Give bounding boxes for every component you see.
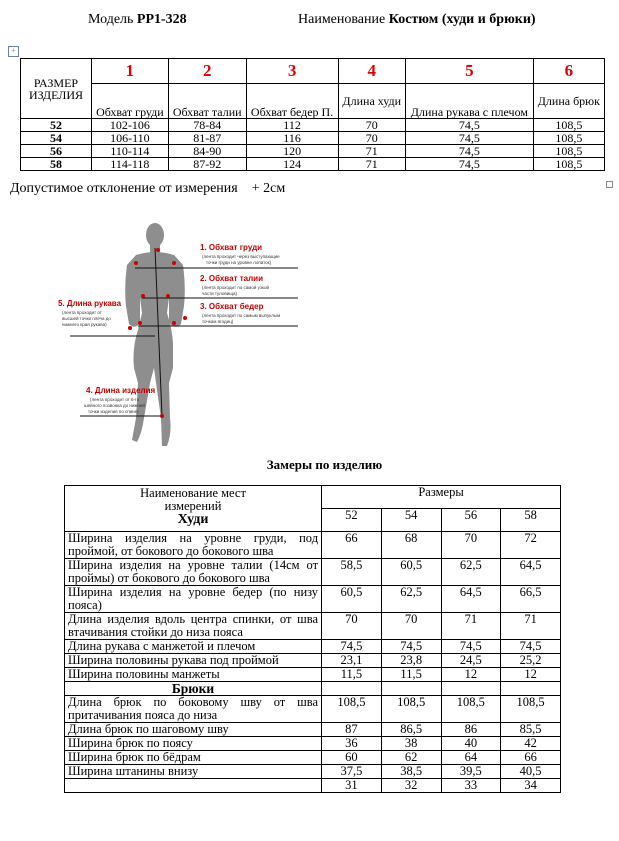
value-cell: 71 (338, 158, 406, 171)
label-chest: 1. Обхват груди (200, 243, 263, 252)
col-label-6: Длина брюк (533, 84, 604, 119)
size-col-header: 58 (501, 509, 561, 532)
measure-value: 70 (322, 613, 382, 640)
size-cell: 54 (21, 132, 92, 145)
measure-value: 86,5 (381, 723, 441, 737)
size-cell: 52 (21, 119, 92, 132)
measure-value: 70 (441, 532, 501, 559)
value-cell: 81-87 (168, 132, 246, 145)
svg-text:точки изделия по спине): точки изделия по спине) (88, 409, 139, 414)
measure-value: 58,5 (322, 559, 382, 586)
measure-value: 62 (381, 751, 441, 765)
measure-row (65, 668, 561, 682)
measure-value: 11,5 (322, 668, 382, 682)
measure-name: Ширина брюк по бёдрам (65, 751, 322, 765)
measure-row (65, 586, 561, 613)
value-cell: 70 (338, 132, 406, 145)
measures-title: Замеры по изделию (266, 457, 383, 472)
measure-name: Ширина штанины внизу (65, 765, 322, 779)
table-resize-handle[interactable] (606, 181, 613, 188)
svg-text:(лента проходит через выступаю: (лента проходит через выступающие (202, 254, 280, 259)
value-cell: 110-114 (92, 145, 169, 158)
measure-value: 71 (441, 613, 501, 640)
pants-header: Брюки (65, 682, 322, 696)
footer-value: 33 (441, 779, 501, 793)
measure-value: 42 (501, 737, 561, 751)
model-code: PP1-328 (136, 12, 187, 27)
svg-text:нижнего края рукава): нижнего края рукава) (62, 322, 107, 327)
measure-value: 12 (501, 668, 561, 682)
measure-name: Ширина половины манжеты (65, 668, 322, 682)
measure-value: 85,5 (501, 723, 561, 737)
svg-text:(лента проходит по самым выпук: (лента проходит по самым выпуклым (202, 313, 281, 318)
size-table (20, 58, 605, 171)
measure-value: 25,2 (501, 654, 561, 668)
size-row (21, 145, 605, 158)
measure-row (65, 640, 561, 654)
label-sleeve: 5. Длина рукава (58, 299, 122, 308)
table-move-handle-icon[interactable]: + (8, 46, 19, 57)
measure-value: 71 (501, 613, 561, 640)
value-cell: 74,5 (406, 132, 534, 145)
svg-text:(лента проходит от: (лента проходит от (62, 310, 102, 315)
measure-row (65, 723, 561, 737)
name-header: Наименование мест измерений Худи (65, 486, 322, 532)
value-cell: 71 (338, 145, 406, 158)
col-num-3: 3 (246, 59, 338, 84)
measure-value: 23,8 (381, 654, 441, 668)
measure-row (65, 737, 561, 751)
value-cell: 78-84 (168, 119, 246, 132)
measure-value: 64 (441, 751, 501, 765)
value-cell: 116 (246, 132, 338, 145)
measure-name: Длина брюк по шаговому шву (65, 723, 322, 737)
value-cell: 74,5 (406, 119, 534, 132)
tolerance-note: Допустимое отклонение от измерения + 2см (10, 181, 286, 196)
measure-value: 86 (441, 723, 501, 737)
measure-value: 23,1 (322, 654, 382, 668)
svg-text:части туловища): части туловища) (202, 291, 237, 296)
col-num-2: 2 (168, 59, 246, 84)
measure-value: 60,5 (322, 586, 382, 613)
footer-value: 34 (501, 779, 561, 793)
measure-value: 36 (322, 737, 382, 751)
size-col-header: 54 (381, 509, 441, 532)
label-length: 4. Длина изделия (86, 386, 156, 395)
measure-row (65, 613, 561, 640)
measure-value: 68 (381, 532, 441, 559)
measure-value: 74,5 (441, 640, 501, 654)
measure-value: 72 (501, 532, 561, 559)
value-cell: 108,5 (533, 145, 604, 158)
size-row (21, 132, 605, 145)
col-num-1: 1 (92, 59, 169, 84)
measure-value: 108,5 (381, 696, 441, 723)
product-name: Костюм (худи и брюки) (388, 12, 536, 27)
product-name-heading: Наименование Костюм (худи и брюки) (298, 12, 536, 27)
model-heading: Модель PP1-328 (88, 12, 187, 27)
label-hips: 3. Обхват бедер (200, 302, 264, 311)
label-waist: 2. Обхват талии (200, 274, 263, 283)
value-cell: 70 (338, 119, 406, 132)
footer-value: 31 (322, 779, 382, 793)
col-num-4: 4 (338, 59, 406, 84)
value-cell: 87-92 (168, 158, 246, 171)
svg-text:точки груди на уровне лопаток): точки груди на уровне лопаток) (206, 260, 272, 265)
size-header: РАЗМЕР ИЗДЕЛИЯ (21, 59, 92, 119)
col-label-3: Обхват бедер П. (246, 84, 338, 119)
measure-value: 24,5 (441, 654, 501, 668)
measure-name: Ширина изделия на уровне талии (14см от проймы) от бокового до бокового шва (65, 559, 322, 586)
measure-row (65, 765, 561, 779)
svg-text:(лента проходит по самой узкой: (лента проходит по самой узкой (202, 285, 269, 290)
measure-value: 62,5 (381, 586, 441, 613)
tolerance-value: + 2см (251, 181, 286, 196)
size-row (21, 158, 605, 171)
measure-value: 74,5 (322, 640, 382, 654)
measure-value: 74,5 (381, 640, 441, 654)
value-cell: 84-90 (168, 145, 246, 158)
size-cell: 56 (21, 145, 92, 158)
value-cell: 74,5 (406, 158, 534, 171)
measure-value: 12 (441, 668, 501, 682)
footer-value: 32 (381, 779, 441, 793)
col-num-5: 5 (406, 59, 534, 84)
value-cell: 108,5 (533, 119, 604, 132)
measure-row (65, 559, 561, 586)
measure-name: Ширина брюк по поясу (65, 737, 322, 751)
measure-name: Длина изделия вдоль центра спинки, от шва втачивания стойки до низа пояса (65, 613, 322, 640)
measure-value: 74,5 (501, 640, 561, 654)
col-label-4: Длина худи (338, 84, 406, 119)
svg-text:(лента проходит от 6-го: (лента проходит от 6-го (90, 397, 140, 402)
size-col-header: 52 (322, 509, 382, 532)
measure-row (65, 654, 561, 668)
measure-value: 108,5 (441, 696, 501, 723)
col-label-2: Обхват талии (168, 84, 246, 119)
value-cell: 112 (246, 119, 338, 132)
svg-text:высшей точки плеча до: высшей точки плеча до (62, 316, 111, 321)
measure-value: 60 (322, 751, 382, 765)
value-cell: 108,5 (533, 132, 604, 145)
measure-name: Ширина изделия на уровне бедер (по низу пояса) (65, 586, 322, 613)
col-label-5: Длина рукава с плечом (406, 84, 534, 119)
measure-name: Ширина половины рукава под проймой (65, 654, 322, 668)
measure-row (65, 751, 561, 765)
measure-value: 38,5 (381, 765, 441, 779)
value-cell: 124 (246, 158, 338, 171)
measure-value: 108,5 (322, 696, 382, 723)
measure-name: Ширина изделия на уровне груди, под проймой, от бокового до бокового шва (65, 532, 322, 559)
measure-value: 39,5 (441, 765, 501, 779)
footer-name-cell (65, 779, 322, 793)
value-cell: 74,5 (406, 145, 534, 158)
measure-value: 66 (322, 532, 382, 559)
measure-value: 87 (322, 723, 382, 737)
sizes-header: Размеры (322, 486, 561, 509)
measure-row (65, 696, 561, 723)
measure-value: 70 (381, 613, 441, 640)
measure-value: 64,5 (501, 559, 561, 586)
col-num-6: 6 (533, 59, 604, 84)
measure-value: 108,5 (501, 696, 561, 723)
measures-table (64, 485, 561, 793)
col-label-1: Обхват груди (92, 84, 169, 119)
measure-row (65, 532, 561, 559)
size-row (21, 119, 605, 132)
measure-value: 40,5 (501, 765, 561, 779)
measurement-figure (50, 218, 320, 453)
measure-value: 64,5 (441, 586, 501, 613)
measure-name: Длина рукава с манжетой и плечом (65, 640, 322, 654)
value-cell: 102-106 (92, 119, 169, 132)
measure-value: 60,5 (381, 559, 441, 586)
value-cell: 120 (246, 145, 338, 158)
size-col-header: 56 (441, 509, 501, 532)
size-cell: 58 (21, 158, 92, 171)
hoodie-header: Худи (177, 512, 209, 527)
value-cell: 106-110 (92, 132, 169, 145)
measure-value: 66,5 (501, 586, 561, 613)
measure-value: 11,5 (381, 668, 441, 682)
measure-value: 62,5 (441, 559, 501, 586)
measure-name: Длина брюк по боковому шву от шва притачивания пояса до низа (65, 696, 322, 723)
measure-value: 66 (501, 751, 561, 765)
value-cell: 108,5 (533, 158, 604, 171)
svg-text:точкам ягодиц): точкам ягодиц) (202, 319, 234, 324)
value-cell: 114-118 (92, 158, 169, 171)
measure-value: 37,5 (322, 765, 382, 779)
svg-text:шейного позвонка до нижней: шейного позвонка до нижней (84, 403, 145, 408)
measure-value: 38 (381, 737, 441, 751)
measure-value: 40 (441, 737, 501, 751)
